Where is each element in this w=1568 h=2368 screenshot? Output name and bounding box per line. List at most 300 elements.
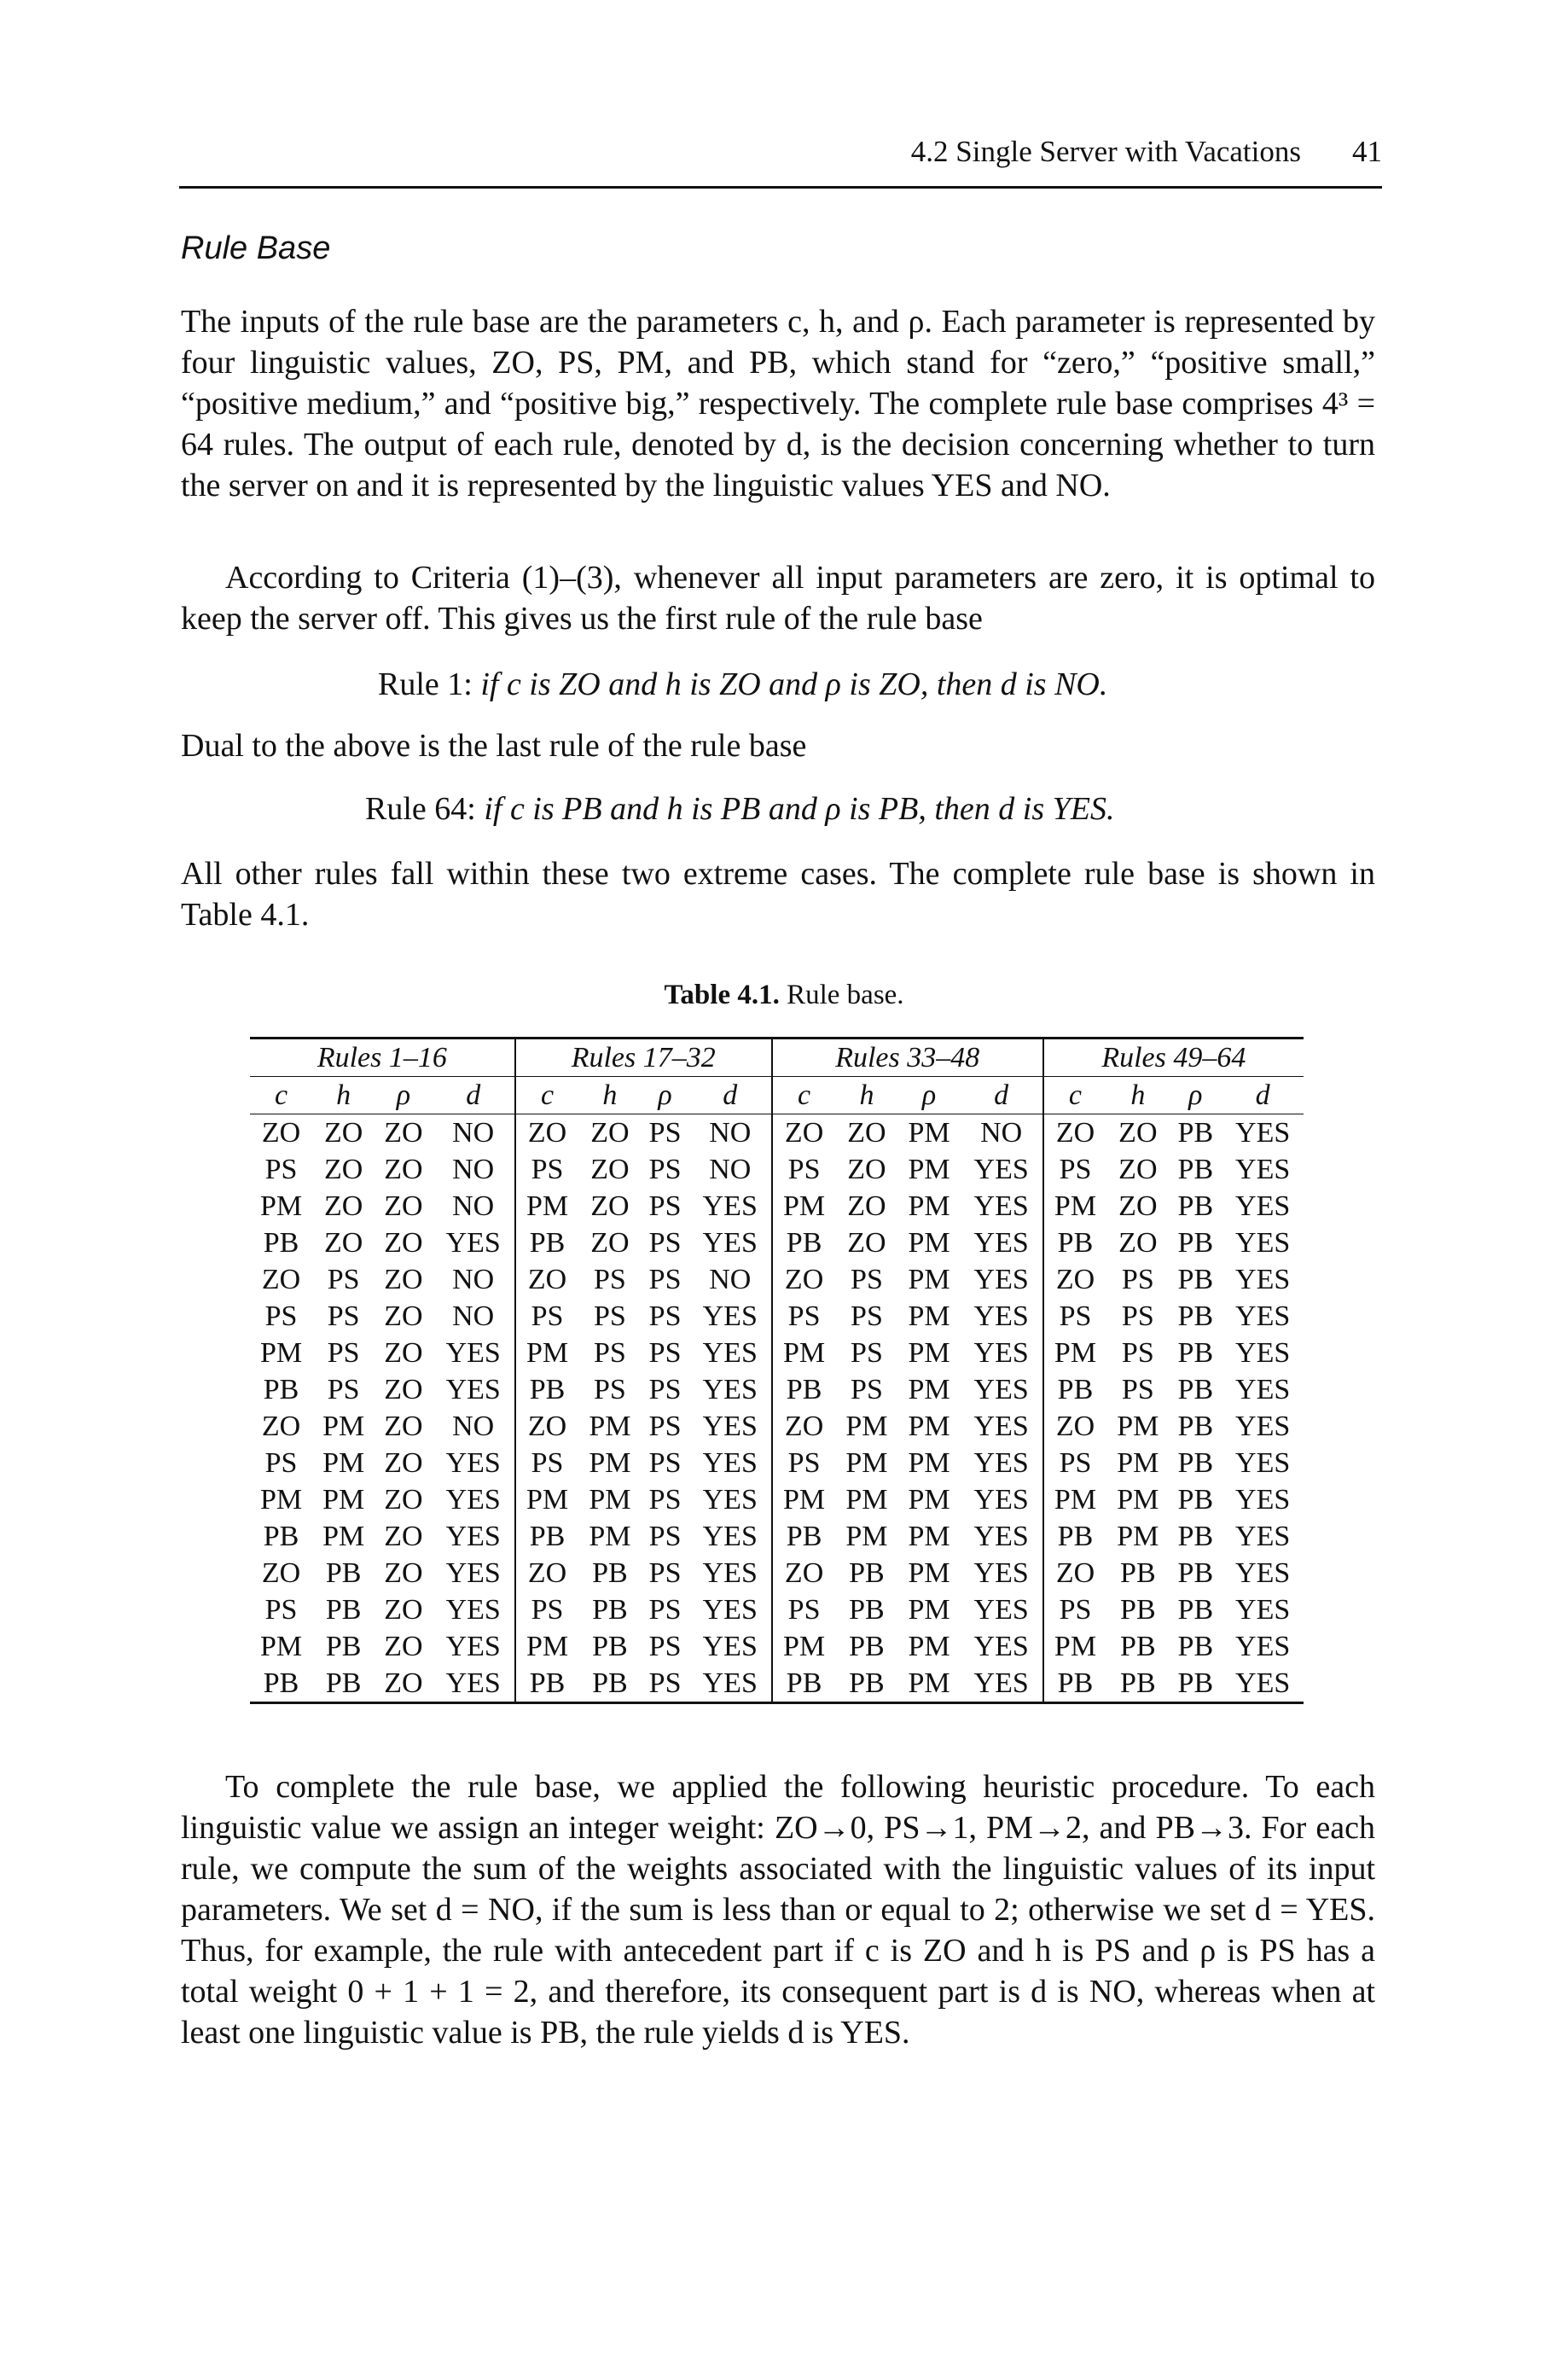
table-column-header: ρ [1169, 1077, 1222, 1114]
table-cell: YES [702, 1337, 758, 1369]
running-head [179, 135, 1382, 189]
table-cell: ZO [324, 1117, 363, 1149]
table-cell: ZO [384, 1337, 423, 1369]
table-cell: YES [973, 1411, 1029, 1442]
table-cell: ZO [261, 1117, 301, 1149]
table-cell: PM [908, 1300, 950, 1332]
table-cell: PM [772, 1628, 836, 1665]
table-cell: ZO [1118, 1117, 1158, 1149]
table-cell: PM [259, 1631, 303, 1662]
table-cell: PS [515, 1298, 579, 1335]
table-row [250, 1518, 1304, 1555]
table-cell: YES [973, 1447, 1029, 1479]
table-cell: PB [1177, 1227, 1214, 1259]
table-cell: PM [259, 1484, 303, 1516]
table-cell: PM [845, 1484, 888, 1516]
table-cell: PS [851, 1264, 883, 1295]
table-row [250, 1591, 1304, 1628]
table-cell: YES [702, 1557, 758, 1589]
table-caption [0, 980, 1568, 1011]
table-cell: PB [592, 1667, 628, 1699]
table-cell: NO [452, 1300, 495, 1332]
table-cell: YES [973, 1484, 1029, 1516]
table-cell: PS [593, 1300, 626, 1332]
table-cell: ZO [590, 1154, 630, 1185]
rule-1-text: if c is ZO and h is ZO and ρ is ZO, then d is NO. [480, 666, 1108, 702]
table-cell: PB [1043, 1225, 1107, 1261]
table-cell: PS [648, 1117, 682, 1149]
table-cell: PS [648, 1190, 682, 1222]
table-cell: YES [445, 1337, 501, 1369]
table-cell: PS [593, 1374, 626, 1405]
table-cell: PM [322, 1411, 365, 1442]
table-cell: PB [772, 1518, 836, 1555]
table-cell: PM [845, 1521, 888, 1552]
table-cell: PS [515, 1445, 579, 1481]
table-cell: YES [1235, 1484, 1291, 1516]
table-cell: PM [1117, 1411, 1159, 1442]
table-cell: YES [973, 1667, 1029, 1699]
table-cell: ZO [261, 1557, 301, 1589]
table-cell: ZO [847, 1190, 886, 1222]
table-cell: PS [648, 1337, 682, 1369]
table-cell: ZO [1043, 1261, 1107, 1298]
table-cell: NO [452, 1154, 495, 1185]
table-cell: PS [593, 1337, 626, 1369]
table-cell: ZO [384, 1484, 423, 1516]
table-cell: YES [702, 1447, 758, 1479]
table-cell: ZO [772, 1408, 836, 1445]
table-cell: PB [592, 1631, 628, 1662]
table-cell: PB [1177, 1631, 1214, 1662]
table-cell: PM [908, 1594, 950, 1626]
table-cell: PS [1121, 1300, 1154, 1332]
table-cell: YES [445, 1374, 501, 1405]
table-cell: YES [973, 1264, 1029, 1295]
table-row [250, 1335, 1304, 1371]
table-cell: PM [1043, 1188, 1107, 1225]
table-cell: PS [648, 1411, 682, 1442]
table-cell: ZO [384, 1117, 423, 1149]
table-cell: PB [1177, 1667, 1214, 1699]
table-cell: PS [851, 1374, 883, 1405]
table-cell: PS [648, 1594, 682, 1626]
table-cell: YES [445, 1521, 501, 1552]
table-row [250, 1114, 1304, 1152]
table-column-header: d [689, 1077, 772, 1114]
table-cell: PM [1043, 1335, 1107, 1371]
table-cell: PB [515, 1371, 579, 1408]
table-cell: PM [589, 1484, 631, 1516]
table-cell: PS [1043, 1445, 1107, 1481]
table-cell: ZO [324, 1190, 363, 1222]
table-cell: YES [1235, 1667, 1291, 1699]
rule-64-label: Rule 64: [365, 791, 476, 827]
table-cell: PM [772, 1335, 836, 1371]
table-column-header: c [1043, 1077, 1107, 1114]
table-cell: PM [845, 1447, 888, 1479]
table-cell: ZO [1043, 1114, 1107, 1152]
table-row [250, 1261, 1304, 1298]
table-cell: ZO [772, 1261, 836, 1298]
table-column-header: h [1106, 1077, 1169, 1114]
table-cell: PS [515, 1151, 579, 1188]
table-cell: PM [589, 1447, 631, 1479]
rule-1-label: Rule 1: [378, 666, 473, 702]
table-cell: YES [1235, 1117, 1291, 1149]
table-cell: PS [648, 1227, 682, 1259]
table-column-header: ρ [375, 1077, 432, 1114]
table-cell: PM [908, 1667, 950, 1699]
table-cell: PM [515, 1335, 579, 1371]
table-cell: PS [327, 1374, 360, 1405]
table-cell: ZO [772, 1555, 836, 1591]
table-cell: NO [980, 1117, 1023, 1149]
table-group-header: Rules 33–48 [772, 1039, 1043, 1077]
table-cell: NO [452, 1190, 495, 1222]
table-cell: YES [1235, 1521, 1291, 1552]
table-caption-text: Rule base. [787, 980, 904, 1010]
table-cell: PS [327, 1337, 360, 1369]
table-cell: YES [702, 1300, 758, 1332]
table-cell: ZO [847, 1117, 886, 1149]
table-cell: PM [589, 1521, 631, 1552]
table-cell: ZO [384, 1631, 423, 1662]
table-cell: PS [772, 1591, 836, 1628]
table-cell: PB [1177, 1557, 1214, 1589]
table-cell: PS [1043, 1151, 1107, 1188]
table-cell: PM [515, 1481, 579, 1518]
table-cell: ZO [384, 1300, 423, 1332]
table-cell: PB [1120, 1631, 1156, 1662]
rule-1 [378, 664, 1107, 705]
table-cell: YES [702, 1594, 758, 1626]
table-cell: PM [322, 1521, 365, 1552]
table-cell: PS [515, 1591, 579, 1628]
table-cell: PB [263, 1521, 299, 1552]
table-cell: PM [1043, 1481, 1107, 1518]
table-cell: PS [851, 1300, 883, 1332]
table-cell: ZO [590, 1227, 630, 1259]
table-cell: YES [973, 1594, 1029, 1626]
table-cell: PM [772, 1481, 836, 1518]
table-column-header: h [312, 1077, 375, 1114]
table-cell: PS [327, 1300, 360, 1332]
table-cell: YES [973, 1190, 1029, 1222]
section-heading: Rule Base [181, 230, 331, 266]
table-column-header: d [1222, 1077, 1304, 1114]
table-cell: PM [908, 1190, 950, 1222]
table-cell: PS [648, 1631, 682, 1662]
table-cell: YES [1235, 1411, 1291, 1442]
table-cell: PS [648, 1447, 682, 1479]
table-cell: PS [264, 1154, 298, 1185]
table-cell: PM [772, 1188, 836, 1225]
table-cell: YES [1235, 1300, 1291, 1332]
table-cell: PS [648, 1557, 682, 1589]
table-row [250, 1445, 1304, 1481]
table-cell: PB [849, 1594, 885, 1626]
table-cell: YES [1235, 1154, 1291, 1185]
table-cell: PM [515, 1188, 579, 1225]
page-number: 41 [1352, 135, 1382, 168]
table-cell: PM [908, 1154, 950, 1185]
table-cell: NO [452, 1411, 495, 1442]
table-cell: YES [702, 1190, 758, 1222]
table-caption-label: Table 4.1. [664, 980, 780, 1010]
table-cell: PB [1177, 1447, 1214, 1479]
table-cell: PB [1043, 1371, 1107, 1408]
table-column-header: d [433, 1077, 515, 1114]
table-cell: PM [589, 1411, 631, 1442]
running-title: 4.2 Single Server with Vacations [910, 135, 1301, 168]
table-cell: ZO [384, 1374, 423, 1405]
paragraph-heuristic: To complete the rule base, we applied the following heuristic procedure. To each linguistic value we assign an integer weight: ZO→0, PS→1, PM→2, and PB→3. For each rule, we compute the sum of the weights associated with the linguistic values of its input parameters. We set d = NO, if the sum is less than or equal to 2; otherwise we set d = YES. Thus, for example, the rule with antecedent part if c is ZO and h is PS and ρ is PS has a total weight 0 + 1 + 1 = 2, and therefore, its consequent part is d is NO, whereas when at least one linguistic value is PB, the rule yields d is YES. [181, 1769, 1375, 2051]
table-cell: ZO [847, 1154, 886, 1185]
paragraph-inputs: The inputs of the rule base are the parameters c, h, and ρ. Each parameter is represented by four linguistic values, ZO, PS, PM, and PB, which stand for “zero,” “positive small,” “positive medium,” and “positive big,” respectively. The complete rule base comprises 4³ = 64 rules. The output of each rule, denoted by d, is the decision concerning whether to turn the server on and it is represented by the linguistic values YES and NO. [181, 304, 1375, 503]
table-cell: ZO [384, 1521, 423, 1552]
table-cell: ZO [384, 1594, 423, 1626]
table-cell: PB [515, 1518, 579, 1555]
table-cell: YES [973, 1300, 1029, 1332]
table-cell: ZO [1118, 1154, 1158, 1185]
table-cell: ZO [590, 1190, 630, 1222]
table-cell: PS [648, 1484, 682, 1516]
table-group-header: Rules 17–32 [515, 1039, 772, 1077]
table-cell: PS [772, 1445, 836, 1481]
table-group-header: Rules 1–16 [250, 1039, 515, 1077]
table-cell: PB [1177, 1411, 1214, 1442]
table-cell: NO [452, 1264, 495, 1295]
table-row [250, 1408, 1304, 1445]
table-cell: PB [592, 1594, 628, 1626]
table-cell: PS [648, 1521, 682, 1552]
table-cell: PB [1177, 1521, 1214, 1552]
table-column-header: h [578, 1077, 641, 1114]
table-cell: ZO [772, 1114, 836, 1152]
table-cell: YES [445, 1631, 501, 1662]
table-cell: ZO [384, 1227, 423, 1259]
table-cell: PM [322, 1484, 365, 1516]
table-column-header: c [250, 1077, 312, 1114]
table-cell: NO [709, 1154, 752, 1185]
table-column-header: ρ [898, 1077, 961, 1114]
table-cell: ZO [515, 1408, 579, 1445]
table-cell: PS [327, 1264, 360, 1295]
table-cell: PM [908, 1374, 950, 1405]
table-cell: PB [1120, 1557, 1156, 1589]
table-cell: PB [515, 1665, 579, 1703]
table-cell: YES [702, 1631, 758, 1662]
rule-64-text: if c is PB and h is PB and ρ is PB, then d is YES. [484, 791, 1115, 827]
table-cell: PS [648, 1374, 682, 1405]
table-cell: PB [1177, 1117, 1214, 1149]
table-cell: ZO [384, 1447, 423, 1479]
table-cell: PB [1177, 1300, 1214, 1332]
table-cell: YES [1235, 1190, 1291, 1222]
table-cell: ZO [384, 1411, 423, 1442]
table-cell: ZO [261, 1411, 301, 1442]
table-cell: PB [263, 1227, 299, 1259]
table-cell: PM [259, 1190, 303, 1222]
table-cell: PM [908, 1227, 950, 1259]
table-cell: YES [702, 1484, 758, 1516]
table-cell: PS [851, 1337, 883, 1369]
table-column-header: h [835, 1077, 897, 1114]
table-cell: PS [264, 1594, 298, 1626]
table-cell: PM [908, 1521, 950, 1552]
table-cell: YES [1235, 1594, 1291, 1626]
table-cell: YES [973, 1227, 1029, 1259]
table-column-header: c [515, 1077, 579, 1114]
table-cell: YES [1235, 1374, 1291, 1405]
table-cell: PS [264, 1447, 298, 1479]
table-cell: PB [263, 1374, 299, 1405]
table-cell: PS [1043, 1298, 1107, 1335]
table-cell: YES [973, 1557, 1029, 1589]
table-cell: PB [325, 1557, 362, 1589]
table-cell: ZO [1043, 1555, 1107, 1591]
table-cell: PM [515, 1628, 579, 1665]
table-cell: PB [325, 1631, 362, 1662]
paragraph-dual: Dual to the above is the last rule of the rule base [181, 728, 807, 764]
table-cell: PS [264, 1300, 298, 1332]
table-cell: PM [908, 1631, 950, 1662]
table-cell: YES [445, 1484, 501, 1516]
rule-64 [365, 788, 1114, 829]
table-row [250, 1225, 1304, 1261]
table-cell: YES [445, 1557, 501, 1589]
table-cell: PS [648, 1300, 682, 1332]
table-cell: YES [702, 1374, 758, 1405]
table-cell: PB [1177, 1594, 1214, 1626]
table-cell: PB [1043, 1518, 1107, 1555]
table-cell: PB [515, 1225, 579, 1261]
table-cell: ZO [1118, 1190, 1158, 1222]
table-cell: PM [908, 1264, 950, 1295]
table-cell: PS [772, 1298, 836, 1335]
paragraph-criteria: According to Criteria (1)–(3), whenever all input parameters are zero, it is optimal to keep the server off. This gives us the first rule of the rule base [181, 560, 1375, 637]
table-cell: PB [1043, 1665, 1107, 1703]
table-cell: YES [1235, 1227, 1291, 1259]
table-cell: PB [592, 1557, 628, 1589]
table-cell: PM [908, 1411, 950, 1442]
table-cell: YES [973, 1374, 1029, 1405]
table-cell: NO [709, 1117, 752, 1149]
table-cell: YES [973, 1337, 1029, 1369]
table-cell: PB [849, 1667, 885, 1699]
table-cell: YES [973, 1631, 1029, 1662]
table-group-header: Rules 49–64 [1043, 1039, 1304, 1077]
table-cell: PS [1121, 1374, 1154, 1405]
table-cell: ZO [384, 1154, 423, 1185]
table-cell: YES [445, 1594, 501, 1626]
table-row [250, 1298, 1304, 1335]
table-cell: YES [445, 1227, 501, 1259]
table-cell: PM [1117, 1484, 1159, 1516]
table-cell: PM [908, 1557, 950, 1589]
table-cell: PB [1177, 1264, 1214, 1295]
table-cell: ZO [515, 1261, 579, 1298]
table-row [250, 1481, 1304, 1518]
table-cell: ZO [847, 1227, 886, 1259]
table-cell: YES [1235, 1337, 1291, 1369]
table-cell: PS [1043, 1591, 1107, 1628]
table-cell: PB [772, 1665, 836, 1703]
table-cell: PS [648, 1667, 682, 1699]
table-cell: PM [1043, 1628, 1107, 1665]
table-cell: PB [1177, 1484, 1214, 1516]
table-cell: PB [772, 1371, 836, 1408]
table-cell: YES [702, 1667, 758, 1699]
table-cell: ZO [324, 1227, 363, 1259]
table-row [250, 1555, 1304, 1591]
table-cell: PS [648, 1264, 682, 1295]
table-cell: PM [908, 1484, 950, 1516]
table-cell: ZO [1043, 1408, 1107, 1445]
table-row [250, 1188, 1304, 1225]
paragraph-extremes: All other rules fall within these two extreme cases. The complete rule base is shown in Table 4.1. [181, 856, 1375, 933]
table-cell: YES [1235, 1447, 1291, 1479]
table-column-header: d [961, 1077, 1043, 1114]
table-cell: PB [1177, 1337, 1214, 1369]
table-cell: PB [1177, 1374, 1214, 1405]
table-cell: ZO [261, 1264, 301, 1295]
table-cell: PB [772, 1225, 836, 1261]
table-cell: PB [849, 1557, 885, 1589]
table-cell: PB [325, 1594, 362, 1626]
table-cell: PM [908, 1337, 950, 1369]
table-cell: YES [445, 1667, 501, 1699]
table-cell: ZO [384, 1190, 423, 1222]
table-cell: ZO [384, 1557, 423, 1589]
table-cell: PS [1121, 1337, 1154, 1369]
table-cell: PS [593, 1264, 626, 1295]
rule-base-table [250, 1037, 1304, 1704]
table-cell: ZO [324, 1154, 363, 1185]
table-cell: YES [1235, 1557, 1291, 1589]
table-cell: PB [325, 1667, 362, 1699]
table-column-header: c [772, 1077, 836, 1114]
table-row [250, 1665, 1304, 1703]
table-cell: YES [702, 1227, 758, 1259]
table-cell: PB [263, 1667, 299, 1699]
table-cell: PM [845, 1411, 888, 1442]
table-row [250, 1628, 1304, 1665]
table-cell: PS [772, 1151, 836, 1188]
table-cell: PM [1117, 1521, 1159, 1552]
table-cell: YES [1235, 1631, 1291, 1662]
table-cell: YES [1235, 1264, 1291, 1295]
table-cell: YES [702, 1411, 758, 1442]
table-cell: YES [702, 1521, 758, 1552]
table-cell: PB [849, 1631, 885, 1662]
table-cell: YES [973, 1521, 1029, 1552]
table-cell: PM [908, 1447, 950, 1479]
table-cell: NO [452, 1117, 495, 1149]
table-cell: PB [1120, 1667, 1156, 1699]
table-cell: YES [973, 1154, 1029, 1185]
table-column-header: ρ [641, 1077, 688, 1114]
table-row [250, 1371, 1304, 1408]
table-cell: ZO [515, 1114, 579, 1152]
table-cell: NO [709, 1264, 752, 1295]
table-cell: PB [1120, 1594, 1156, 1626]
table-cell: ZO [384, 1667, 423, 1699]
table-cell: YES [445, 1447, 501, 1479]
table-cell: PM [908, 1117, 950, 1149]
table-row [250, 1151, 1304, 1188]
